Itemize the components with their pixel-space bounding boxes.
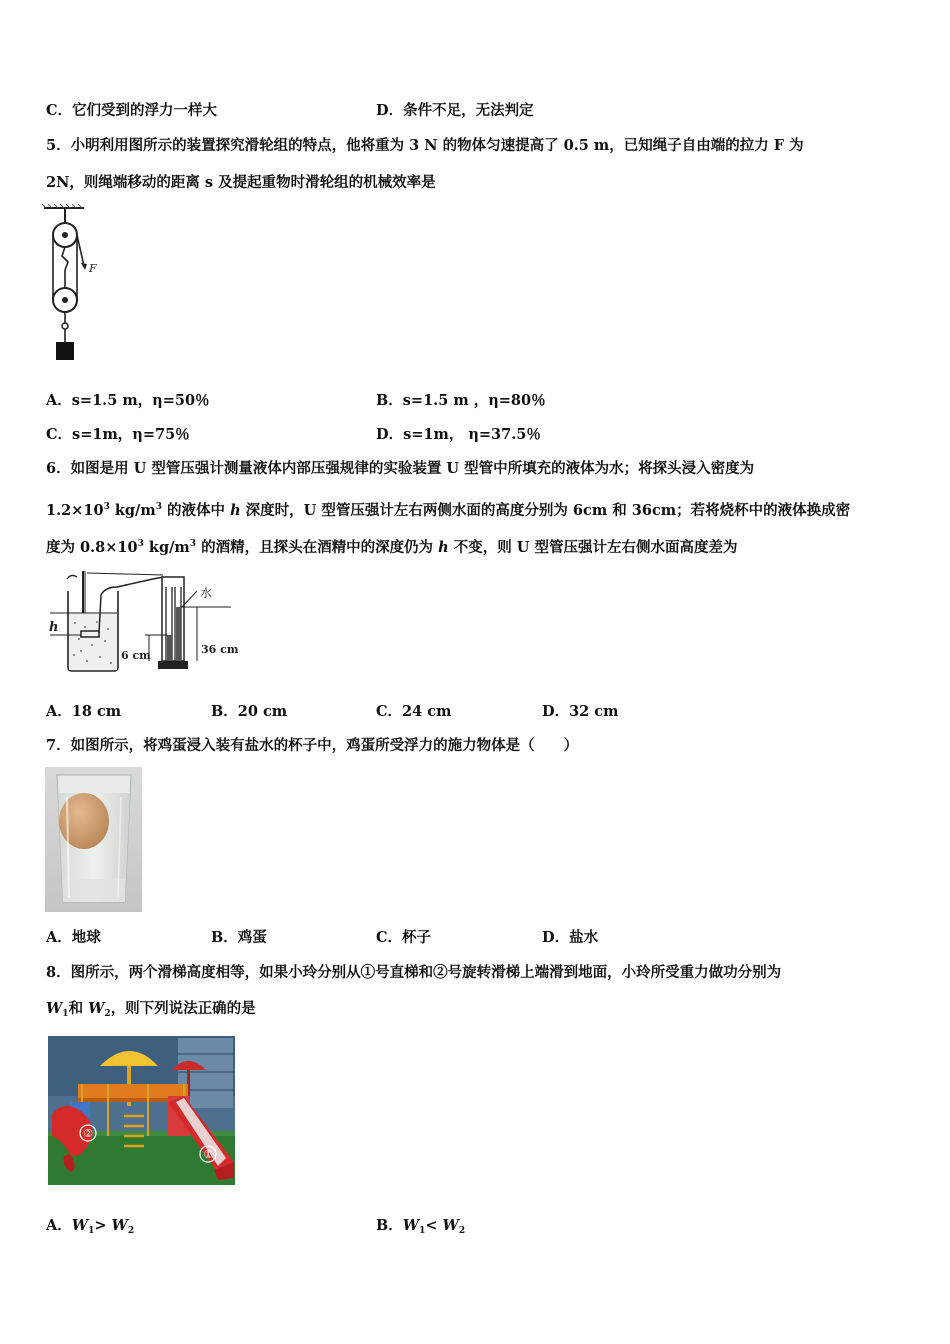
q6-stem-line2: $1.2\times 10^3$ $kg/m^3$ 的液体中 h 深度时，U 型管压强计左右两侧水面的高度分别为 6cm 和 36cm；若将烧杯中的液体换成密 xyxy=(46,502,851,519)
q8-stem-line2: $W_1$和 $W_2$，则下列说法正确的是 xyxy=(46,1000,256,1019)
egg-in-saltwater-photo xyxy=(45,767,142,912)
slide-1-label: ① xyxy=(203,1148,213,1161)
q6-option-c: C．24 cm xyxy=(376,703,452,720)
q8-option-b: B．$W_1< W_2$ xyxy=(376,1217,466,1236)
q5-option-b: B．s=1.5 m ，η=80％ xyxy=(376,392,546,409)
q6-option-a: A．18 cm xyxy=(46,703,122,720)
q4-option-d: D．条件不足，无法判定 xyxy=(376,102,534,119)
q8-stem-line1: 8．图所示，两个滑梯高度相等，如果小玲分别从①号直梯和②号旋转滑梯上端滑到地面，小玲所受重力做功分别为 xyxy=(46,964,782,981)
water-label: 水 xyxy=(200,586,213,600)
q7-stem: 7．如图所示，将鸡蛋浸入装有盐水的杯子中，鸡蛋所受浮力的施力物体是（ ） xyxy=(46,737,579,754)
slide-2-label: ② xyxy=(83,1127,93,1140)
right-height-label: 36 cm xyxy=(201,643,239,656)
left-height-label: 6 cm xyxy=(121,649,151,662)
q6-option-d: D．32 cm xyxy=(542,703,619,720)
q5-stem-line2: 2N，则绳端移动的距离 s 及提起重物时滑轮组的机械效率是 xyxy=(46,174,436,191)
q5-option-c: C．s=1m，η=75％ xyxy=(46,426,190,443)
q5-option-a: A．s=1.5 m，η=50％ xyxy=(46,392,210,409)
q6-stem-line1: 6．如图是用 U 型管压强计测量液体内部压强规律的实验装置 U 型管中所填充的液体为水；将探头浸入密度为 xyxy=(46,460,755,477)
q7-option-b: B．鸡蛋 xyxy=(211,929,267,946)
q4-option-c: C．它们受到的浮力一样大 xyxy=(46,102,218,119)
u-tube-manometer-diagram xyxy=(45,567,245,679)
q6-option-b: B．20 cm xyxy=(211,703,288,720)
playground-slides-photo xyxy=(48,1036,235,1185)
q5-option-d: D．s=1m， η=37.5％ xyxy=(376,426,541,443)
q7-option-c: C．杯子 xyxy=(376,929,432,946)
q7-option-d: D．盐水 xyxy=(542,929,599,946)
force-label: F xyxy=(89,262,97,275)
q6-stem-line3: 度为 $0.8\times 10^3$ $kg/m^3$ 的酒精，且探头在酒精中的深度仍为 h 不变，则 U 型管压强计左右侧水面高度差为 xyxy=(46,539,738,556)
q8-option-a: A．$W_1> W_2$ xyxy=(46,1217,135,1236)
q5-stem-line1: 5．小明利用图所示的装置探究滑轮组的特点，他将重为 3 N 的物体匀速提高了 0.5 m，已知绳子自由端的拉力 F 为 xyxy=(46,137,804,154)
q7-option-a: A．地球 xyxy=(46,929,101,946)
depth-label: h xyxy=(49,620,59,635)
pulley-diagram xyxy=(40,204,110,366)
